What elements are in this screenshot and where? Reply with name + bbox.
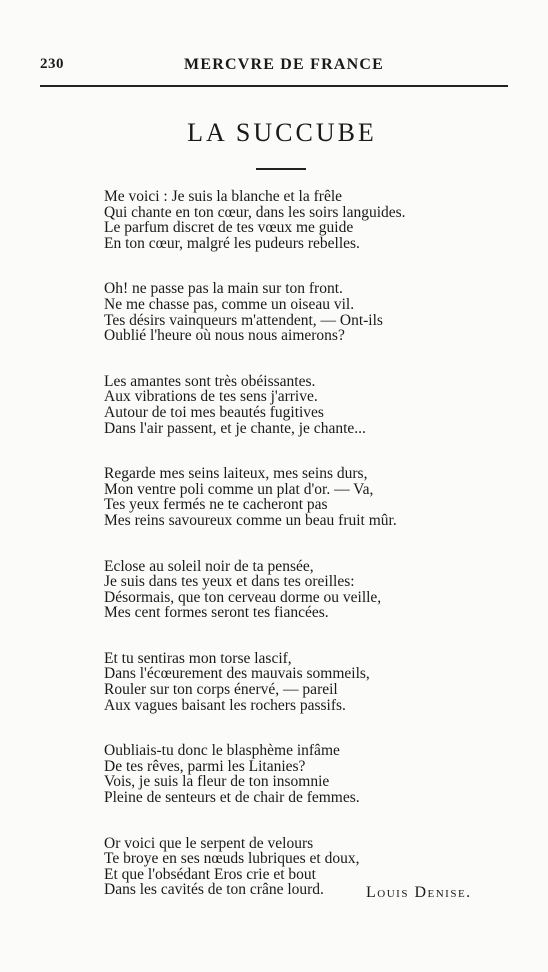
poem-line: Et tu sentiras mon torse lascif, xyxy=(104,649,292,667)
poem-line: Je suis dans tes yeux et dans tes oreilles: xyxy=(104,573,355,591)
poem-line: Aux vagues baisant les rochers passifs. xyxy=(104,696,346,714)
stanza xyxy=(104,651,524,713)
poem-title: LA SUCCUBE xyxy=(187,118,377,147)
poem-line: Mon ventre poli comme un plat d'or. — Va, xyxy=(104,480,374,498)
author-signature: Louis Denise. xyxy=(366,884,472,901)
poem-line: Mes cent formes seront tes fiancées. xyxy=(104,604,329,622)
poem-line: Le parfum discret de tes vœux me guide xyxy=(104,219,354,237)
stanza xyxy=(104,743,524,805)
poem-line: Oh! ne passe pas la main sur ton front. xyxy=(104,280,343,298)
poem-line: Pleine de senteurs et de chair de femmes. xyxy=(104,789,360,807)
poem-line: Mes reins savoureux comme un beau fruit mûr. xyxy=(104,511,397,529)
poem-line: Désormais, que ton cerveau dorme ou veille, xyxy=(104,588,382,606)
poem-line: Oublié l'heure où nous nous aimerons? xyxy=(104,327,345,345)
poem-line: De tes rêves, parmi les Litanies? xyxy=(104,757,306,775)
stanza xyxy=(104,466,524,528)
poem-line: Rouler sur ton corps énervé, — pareil xyxy=(104,681,338,699)
page-number: 230 xyxy=(40,56,64,72)
stanza xyxy=(104,281,524,343)
poem-line: Eclose au soleil noir de ta pensée, xyxy=(104,557,314,575)
title-rule xyxy=(256,168,306,170)
poem-line: Oubliais-tu donc le blasphème infâme xyxy=(104,742,340,760)
poem-line: Te broye en ses nœuds lubriques et doux, xyxy=(104,850,360,868)
running-head: MERCVRE DE FRANCE xyxy=(184,56,384,73)
stanza xyxy=(104,374,524,436)
poem-line: Aux vibrations de tes sens j'arrive. xyxy=(104,388,318,406)
poem-line: Ne me chasse pas, comme un oiseau vil. xyxy=(104,295,355,313)
poem-line: Qui chante en ton cœur, dans les soirs languides. xyxy=(104,203,406,221)
poem-line: Dans l'air passent, et je chante, je chante... xyxy=(104,419,366,437)
poem-line: Dans les cavités de ton crâne lourd. xyxy=(104,881,324,899)
poem-line: Regarde mes seins laiteux, mes seins durs, xyxy=(104,465,368,483)
poem-line: Vois, je suis la fleur de ton insomnie xyxy=(104,773,330,791)
stanza xyxy=(104,189,524,251)
poem-line: Tes yeux fermés ne te cacheront pas xyxy=(104,496,328,514)
poem-line: Les amantes sont très obéissantes. xyxy=(104,372,316,390)
poem-line: Tes désirs vainqueurs m'attendent, — Ont-ils xyxy=(104,311,383,329)
page-header xyxy=(40,52,508,82)
poem-line: Dans l'écœurement des mauvais sommeils, xyxy=(104,665,370,683)
poem-line: Autour de toi mes beautés fugitives xyxy=(104,403,324,421)
poem-line: Me voici : Je suis la blanche et la frêle xyxy=(104,188,343,205)
poem-line: Et que l'obsédant Eros crie et bout xyxy=(104,865,316,883)
poem-line: En ton cœur, malgré les pudeurs rebelles. xyxy=(104,234,360,252)
poem-line: Or voici que le serpent de velours xyxy=(104,834,314,852)
poem-body xyxy=(104,189,524,928)
header-rule xyxy=(40,85,508,87)
stanza xyxy=(104,559,524,621)
